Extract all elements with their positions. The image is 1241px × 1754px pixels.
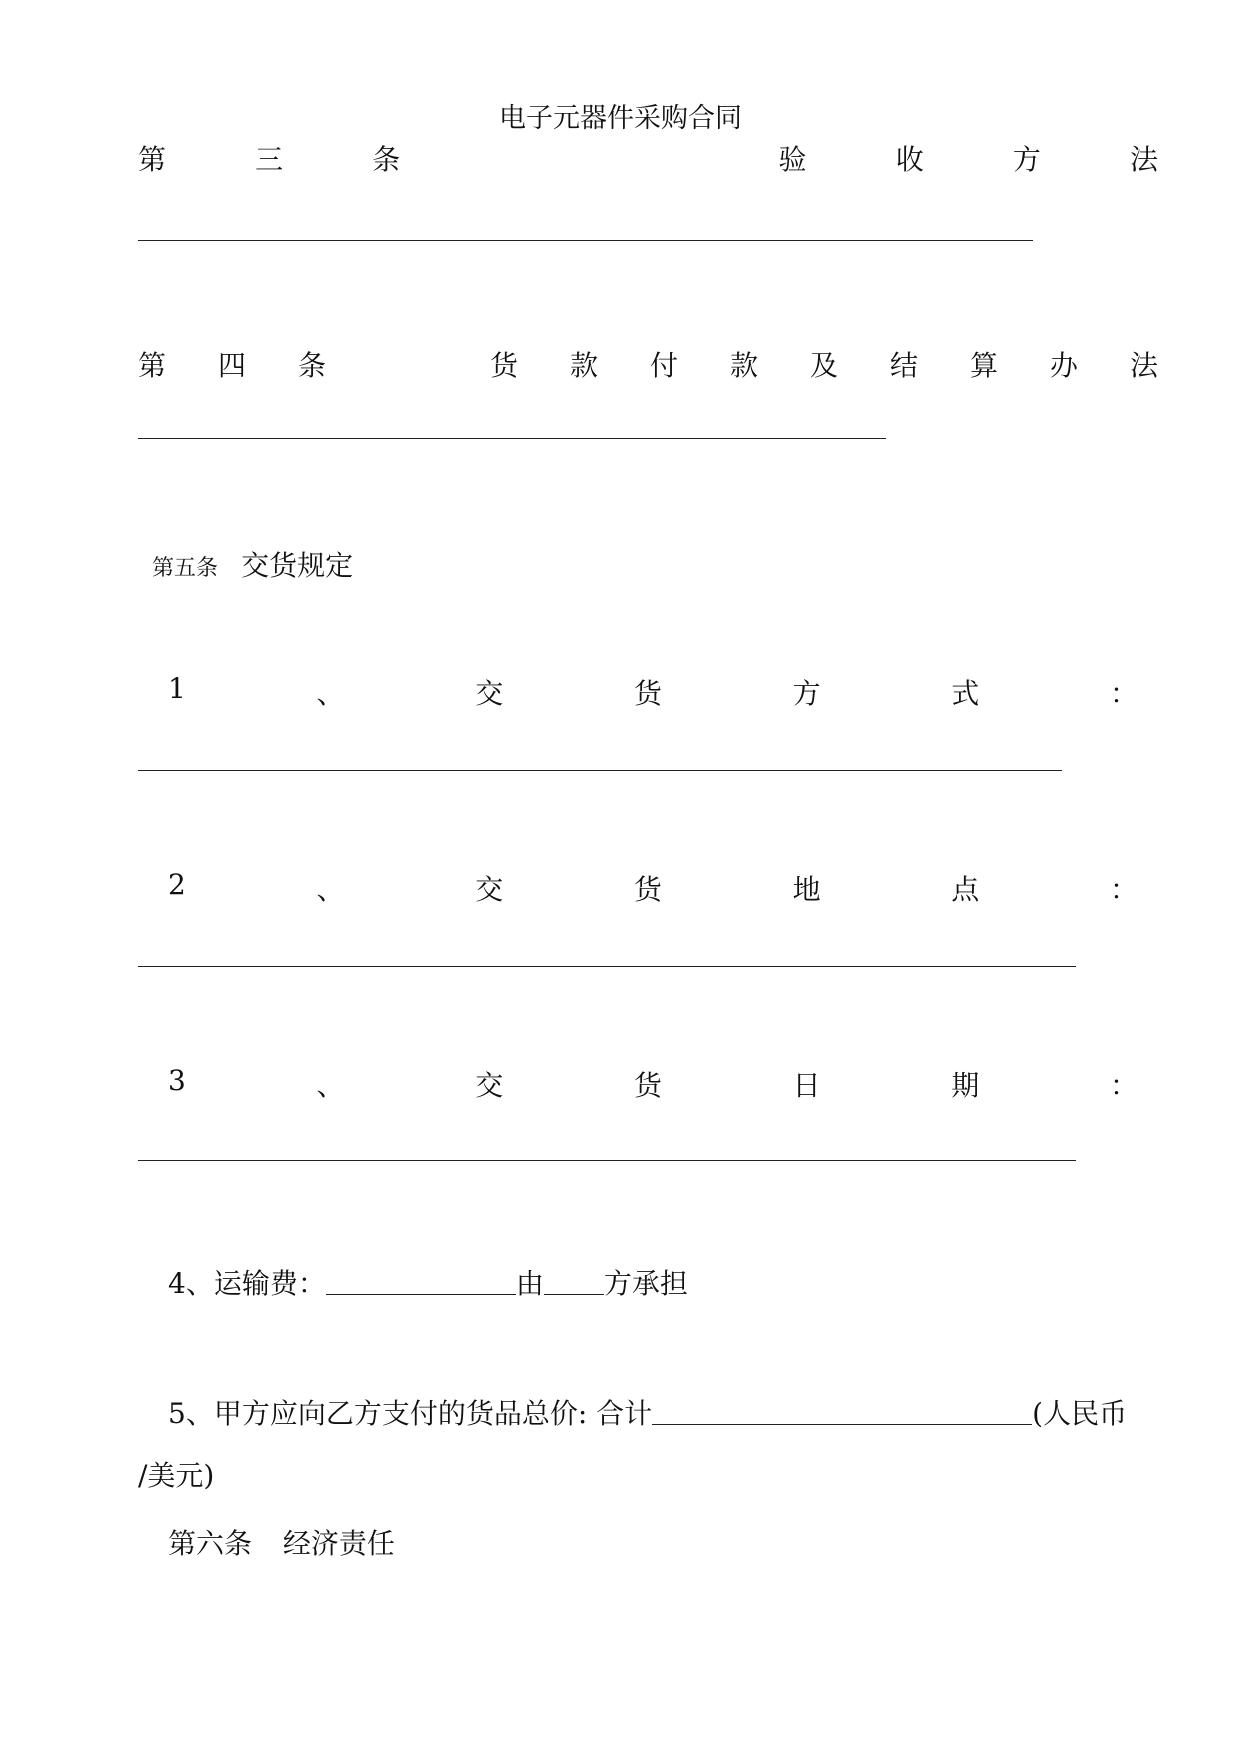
article-4-char: 办: [1049, 349, 1078, 382]
article-3-char: 方: [1012, 143, 1041, 176]
article-5-heading: [152, 544, 353, 584]
total-price-line: [168, 1392, 1127, 1432]
delivery-date-fill-line: [138, 1160, 1076, 1161]
article-4-char: 货: [489, 349, 518, 382]
article-5-title: 交货规定: [241, 549, 354, 582]
delivery-method-char: 交: [475, 677, 504, 710]
total-price-prefix: 5、甲方应向乙方支付的货品总价: 合计: [168, 1397, 653, 1430]
article-4-char: 四: [218, 349, 247, 382]
article-3-char: 验: [778, 143, 807, 176]
article-3-char: 法: [1129, 143, 1158, 176]
delivery-date-char: 货: [633, 1069, 662, 1102]
delivery-place-char: 交: [475, 873, 504, 906]
article-3-char: 条: [372, 143, 401, 176]
article-4-char: 及: [809, 349, 838, 382]
delivery-date-char: 交: [475, 1069, 504, 1102]
article-4-char: 第: [138, 349, 167, 382]
freight-amount-blank: [326, 1268, 516, 1295]
delivery-place-fill-line: [138, 966, 1076, 967]
article-4-fill-line: [138, 438, 886, 439]
delivery-date-char: 、: [316, 1069, 345, 1102]
delivery-method-line: [168, 672, 1138, 712]
article-3-char: 第: [138, 143, 167, 176]
delivery-method-char: ：: [1109, 677, 1138, 710]
article-4-char: 结: [889, 349, 918, 382]
spacer: [489, 138, 689, 178]
delivery-place-char: 货: [633, 873, 662, 906]
article-4-char: 条: [298, 349, 327, 382]
freight-party-blank: [544, 1268, 604, 1295]
delivery-date-char: ：: [1109, 1069, 1138, 1102]
article-6-title: 经济责任: [282, 1527, 395, 1560]
freight-prefix: 4、运输费：: [168, 1267, 326, 1300]
article-4-char: 款: [569, 349, 598, 382]
article-3-char: 三: [255, 143, 284, 176]
article-5-number: 第五条: [152, 556, 219, 581]
delivery-method-char: 方: [792, 677, 821, 710]
delivery-place-char: 地: [792, 873, 821, 906]
delivery-date-line: [168, 1064, 1138, 1104]
freight-suffix: 方承担: [603, 1267, 688, 1300]
delivery-method-char: 、: [316, 677, 345, 710]
delivery-place-char: 2: [168, 868, 186, 901]
article-6-number: 第六条: [168, 1527, 253, 1560]
article-4-char: 算: [969, 349, 998, 382]
article-6-heading: [168, 1522, 395, 1562]
freight-middle: 由: [515, 1267, 544, 1300]
delivery-date-char: 日: [792, 1069, 821, 1102]
delivery-place-char: 、: [316, 873, 345, 906]
article-4-char: 款: [729, 349, 758, 382]
delivery-place-char: ：: [1109, 873, 1138, 906]
article-4-char: 付: [649, 349, 678, 382]
total-price-blank: [652, 1398, 1032, 1425]
delivery-place-char: 点: [951, 873, 980, 906]
delivery-place-line: [168, 868, 1138, 908]
article-3-char: 收: [895, 143, 924, 176]
delivery-date-char: 期: [951, 1069, 980, 1102]
total-price-suffix: (人民币: [1032, 1397, 1128, 1430]
article-4-char: 法: [1129, 349, 1158, 382]
article-3-fill-line: [138, 240, 1033, 241]
spacer: [378, 344, 438, 384]
delivery-method-fill-line: [138, 770, 1062, 771]
article-4-heading: [138, 344, 1158, 384]
delivery-method-char: 式: [951, 677, 980, 710]
freight-line: [168, 1262, 688, 1302]
document-title: 电子元器件采购合同: [499, 103, 742, 134]
total-price-line-2: /美元): [138, 1459, 215, 1492]
delivery-date-char: 3: [168, 1064, 186, 1097]
delivery-method-char: 1: [168, 672, 186, 705]
delivery-method-char: 货: [633, 677, 662, 710]
article-3-heading: [138, 138, 1158, 178]
